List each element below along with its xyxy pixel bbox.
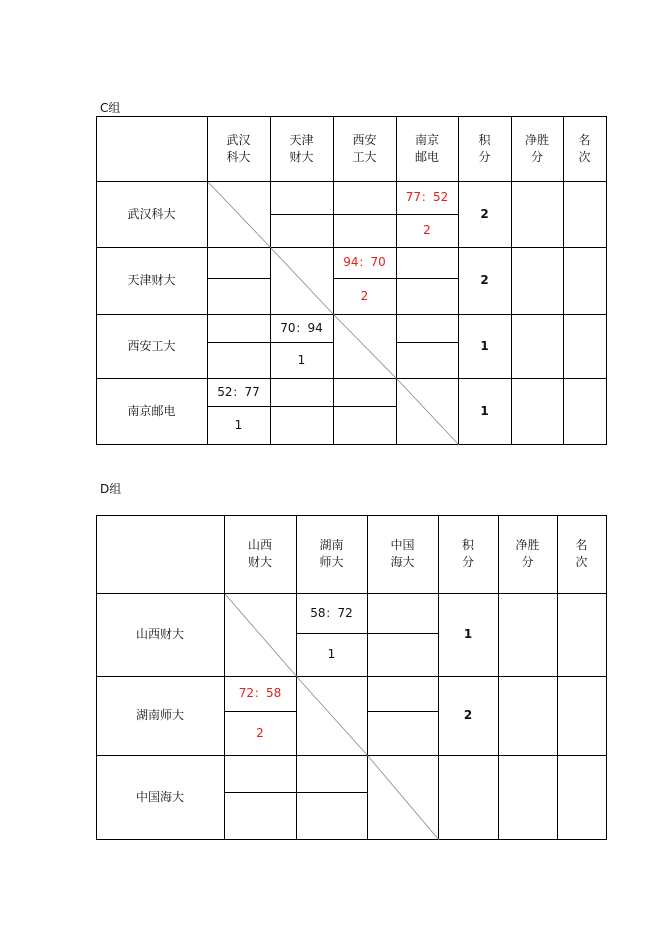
self-match-cell	[296, 676, 368, 756]
match-result-cell: 1	[270, 342, 334, 379]
match-result-cell	[396, 342, 459, 379]
match-result-cell: 2	[396, 214, 459, 248]
match-score-cell	[396, 247, 459, 279]
net-score-cell	[498, 755, 558, 840]
header-cell	[96, 116, 208, 182]
team-name-cell: 山西财大	[96, 593, 225, 677]
match-score-cell: 72：58	[224, 676, 297, 712]
rank-cell	[557, 676, 607, 756]
rank-cell	[557, 755, 607, 840]
self-match-cell	[224, 593, 297, 677]
header-cell: 名 次	[557, 515, 607, 594]
header-cell: 西安 工大	[333, 116, 397, 182]
header-cell: 南京 邮电	[396, 116, 459, 182]
team-name-cell: 湖南师大	[96, 676, 225, 756]
self-match-cell	[333, 314, 397, 379]
team-name-cell: 中国海大	[96, 755, 225, 840]
points-cell: 1	[458, 314, 512, 379]
rank-cell	[563, 247, 607, 315]
match-score-cell	[207, 314, 271, 343]
match-result-cell	[333, 214, 397, 248]
self-match-cell	[270, 247, 334, 315]
rank-cell	[563, 181, 607, 248]
team-name-cell: 天津财大	[96, 247, 208, 315]
points-cell: 2	[438, 676, 499, 756]
net-score-cell	[498, 593, 558, 677]
match-score-cell: 52：77	[207, 378, 271, 407]
match-result-cell	[270, 214, 334, 248]
match-result-cell: 2	[333, 278, 397, 315]
group-table	[96, 116, 607, 445]
group-table	[96, 515, 607, 840]
header-cell: 中国 海大	[367, 515, 439, 594]
points-cell: 1	[458, 378, 512, 445]
header-cell: 名 次	[563, 116, 607, 182]
header-cell: 净胜 分	[498, 515, 558, 594]
points-cell: 2	[458, 247, 512, 315]
match-result-cell: 1	[207, 406, 271, 445]
match-score-cell	[367, 676, 439, 712]
match-result-cell	[207, 342, 271, 379]
match-result-cell	[367, 633, 439, 677]
header-cell: 积 分	[458, 116, 512, 182]
match-score-cell	[224, 755, 297, 793]
net-score-cell	[511, 247, 564, 315]
match-score-cell: 58：72	[296, 593, 368, 634]
points-cell	[438, 755, 499, 840]
match-result-cell	[207, 278, 271, 315]
rank-cell	[563, 314, 607, 379]
team-name-cell: 南京邮电	[96, 378, 208, 445]
net-score-cell	[511, 314, 564, 379]
match-score-cell: 94：70	[333, 247, 397, 279]
match-score-cell	[270, 181, 334, 215]
match-result-cell	[333, 406, 397, 445]
header-cell: 净胜 分	[511, 116, 564, 182]
match-result-cell	[270, 406, 334, 445]
self-match-cell	[367, 755, 439, 840]
self-match-cell	[207, 181, 271, 248]
match-score-cell	[207, 247, 271, 279]
header-cell: 山西 财大	[224, 515, 297, 594]
rank-cell	[557, 593, 607, 677]
match-score-cell	[333, 378, 397, 407]
match-result-cell: 1	[296, 633, 368, 677]
match-score-cell: 77：52	[396, 181, 459, 215]
team-name-cell: 武汉科大	[96, 181, 208, 248]
net-score-cell	[511, 181, 564, 248]
header-cell: 天津 财大	[270, 116, 334, 182]
match-result-cell	[396, 278, 459, 315]
match-result-cell	[367, 711, 439, 756]
match-result-cell	[224, 792, 297, 840]
net-score-cell	[498, 676, 558, 756]
group-title: C组	[100, 101, 121, 115]
header-cell	[96, 515, 225, 594]
rank-cell	[563, 378, 607, 445]
header-cell: 湖南 师大	[296, 515, 368, 594]
match-result-cell	[296, 792, 368, 840]
match-score-cell	[296, 755, 368, 793]
group-title: D组	[100, 482, 122, 496]
header-cell: 武汉 科大	[207, 116, 271, 182]
self-match-cell	[396, 378, 459, 445]
match-score-cell	[396, 314, 459, 343]
points-cell: 2	[458, 181, 512, 248]
match-result-cell: 2	[224, 711, 297, 756]
net-score-cell	[511, 378, 564, 445]
match-score-cell	[270, 378, 334, 407]
header-cell: 积 分	[438, 515, 499, 594]
points-cell: 1	[438, 593, 499, 677]
match-score-cell	[333, 181, 397, 215]
match-score-cell	[367, 593, 439, 634]
match-score-cell: 70：94	[270, 314, 334, 343]
team-name-cell: 西安工大	[96, 314, 208, 379]
